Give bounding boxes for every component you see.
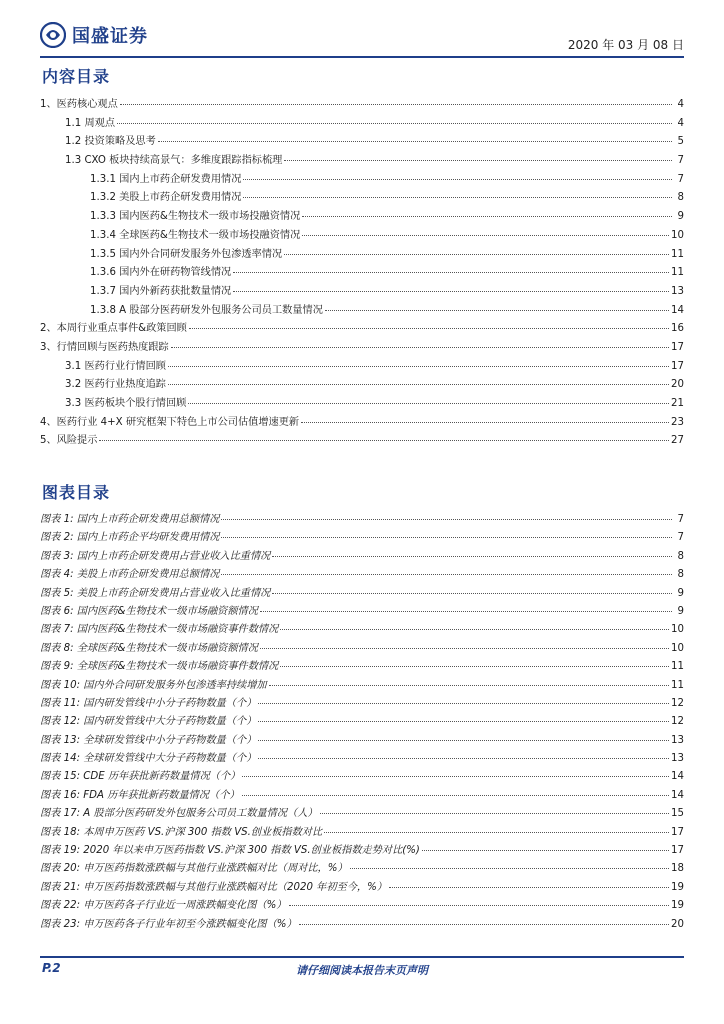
dot-leader (258, 692, 669, 704)
toc-entry-label: 5、风险提示 (40, 435, 98, 447)
toc-entry-label: 2、本周行业重点事件&政策回顾 (40, 323, 187, 335)
figure-entry-label: 图表 8: 全球医药&生物技术一级市场融资额情况 (40, 642, 258, 654)
toc-entry-page: 13 (671, 285, 684, 297)
figure-entry-page: 7 (677, 532, 684, 544)
figure-entry-label: 图表 2: 国内上市药企平均研发费用情况 (40, 532, 220, 544)
dot-leader (158, 130, 672, 142)
toc-entry-page: 4 (677, 117, 684, 129)
figure-entry-label: 图表 13: 全球研发管线中小分子药物数量（个） (40, 734, 257, 746)
dot-leader (350, 857, 669, 869)
dot-leader (221, 508, 672, 520)
report-date: 2020 年 03 月 08 日 (567, 38, 684, 52)
figure-entry-label: 图表 23: 申万医药各子行业年初至今涨跌幅变化图（%） (40, 918, 297, 930)
figure-entry-page: 19 (671, 881, 684, 893)
figure-entry-label: 图表 19: 2020 年以来申万医药指数 VS.沪深 300 指数 VS.创业板指数走势对比(%) (40, 845, 420, 857)
toc-entry-page: 21 (671, 398, 684, 409)
figure-entry-label: 图表 3: 国内上市药企研发费用占营业收入比重情况 (40, 550, 271, 562)
dot-leader (99, 429, 669, 441)
dot-leader (243, 168, 672, 180)
dot-leader (299, 913, 669, 925)
figure-entry-label: 图表 4: 美股上市药企研发费用总额情况 (40, 569, 220, 581)
toc-entry-page: 20 (671, 379, 684, 391)
disclaimer-note: 请仔细阅读本报告末页声明 (296, 964, 428, 977)
toc-entry-label: 3、行情回顾与医药热度跟踪 (40, 341, 169, 353)
toc-entry-label: 1.3 CXO 板块持续高景气：多维度跟踪指标梳理 (65, 155, 283, 167)
toc-entry-page: 4 (677, 99, 684, 110)
dot-leader (171, 336, 669, 348)
toc-entry-page: 9 (677, 211, 684, 223)
figure-entry-label: 图表 10: 国内外合同研发服务外包渗透率持续增加 (40, 679, 267, 691)
toc-entry-label: 1.3.7 国内外新药获批数量情况 (90, 285, 232, 297)
toc-list (40, 95, 684, 450)
dot-leader (320, 802, 669, 814)
figure-entry-label: 图表 20: 申万医药指数涨跌幅与其他行业涨跌幅对比（周对比，%） (40, 863, 348, 875)
brand-logo-icon (40, 22, 66, 48)
dot-leader (188, 392, 669, 404)
dot-leader (258, 729, 669, 741)
figure-entry-label: 图表 14: 全球研发管线中大分子药物数量（个） (40, 753, 257, 765)
figure-entry-label: 图表 9: 全球医药&生物技术一级市场融资事件数情况 (40, 661, 279, 673)
dot-leader (168, 355, 669, 367)
toc-entry-label: 1.2 投资策略及思考 (65, 136, 156, 148)
figure-entry-label: 图表 7: 国内医药&生物技术一级市场融资事件数情况 (40, 624, 279, 636)
toc-entry-page: 17 (671, 360, 684, 372)
toc-entry-page: 10 (671, 229, 684, 241)
figure-entry[interactable] (40, 915, 684, 933)
toc-entry-page: 11 (671, 248, 684, 260)
dot-leader (289, 894, 670, 906)
figure-entry-page: 20 (671, 918, 684, 930)
dot-leader (233, 280, 669, 292)
dot-leader (324, 821, 669, 833)
toc-entry-page: 27 (671, 435, 684, 447)
figure-entry-label: 图表 16: FDA 历年获批新药数量情况（个） (40, 789, 240, 801)
dot-leader (189, 317, 669, 329)
dot-leader (272, 582, 672, 594)
toc-entry-label: 1.3.8 A 股部分医药研发外包服务公司员工数量情况 (90, 304, 323, 316)
figure-entry-label: 图表 12: 国内研发管线中大分子药物数量（个） (40, 716, 257, 728)
figure-entry-label: 图表 15: CDE 历年获批新药数量情况（个） (40, 771, 241, 783)
dot-leader (242, 765, 669, 777)
toc-entry-label: 1.3.5 国内外合同研发服务外包渗透率情况 (90, 248, 283, 260)
dot-leader (258, 710, 669, 722)
toc-entry-page: 16 (671, 323, 684, 335)
toc-entry-label: 1、医药核心观点 (40, 99, 118, 110)
toc-entry-page: 17 (671, 341, 684, 353)
figure-entry-page: 10 (671, 624, 684, 636)
figure-entry-page: 18 (671, 863, 684, 875)
dot-leader (422, 839, 669, 851)
figure-entry-page: 7 (677, 514, 684, 525)
dot-leader (389, 876, 669, 888)
toc-entry-label: 1.3.4 全球医药&生物技术一级市场投融资情况 (90, 229, 301, 241)
toc-entry-page: 11 (671, 267, 684, 279)
toc-entry-label: 1.3.6 国内外在研药物管线情况 (90, 267, 232, 279)
figure-index-title: 图表目录 (42, 483, 111, 502)
figure-entry-page: 12 (671, 716, 684, 728)
dot-leader (301, 411, 669, 423)
figure-entry-label: 图表 5: 美股上市药企研发费用占营业收入比重情况 (40, 587, 271, 599)
toc-entry-page: 8 (677, 192, 684, 204)
dot-leader (280, 618, 669, 630)
dot-leader (302, 205, 672, 217)
figure-entry-label: 图表 21: 申万医药指数涨跌幅与其他行业涨跌幅对比（2020 年初至今，%） (40, 881, 387, 893)
figure-entry-page: 14 (671, 771, 684, 783)
figure-entry-page: 17 (671, 826, 684, 838)
figure-entry-label: 图表 22: 申万医药各子行业近一周涨跌幅变化图（%） (40, 900, 287, 912)
dot-leader (284, 149, 672, 161)
toc-entry-label: 1.3.3 国内医药&生物技术一级市场投融资情况 (90, 211, 301, 223)
figure-entry-label: 图表 17: A 股部分医药研发外包服务公司员工数量情况（人） (40, 808, 318, 820)
dot-leader (233, 261, 669, 273)
toc-entry-label: 1.1 周观点 (65, 117, 116, 129)
page-header (40, 22, 684, 58)
header-divider (40, 56, 684, 58)
brand-name: 国盛证券 (72, 26, 148, 47)
figure-entry-label: 图表 1: 国内上市药企研发费用总额情况 (40, 514, 220, 525)
toc-entry-page: 5 (677, 136, 684, 148)
dot-leader (258, 747, 669, 759)
dot-leader (272, 545, 672, 557)
footer-divider (40, 956, 684, 958)
dot-leader (260, 600, 672, 612)
figure-entry-page: 13 (671, 734, 684, 746)
figure-entry-page: 13 (671, 753, 684, 765)
figure-entry-page: 17 (671, 845, 684, 857)
dot-leader (120, 93, 672, 105)
figure-entry-label: 图表 11: 国内研发管线中小分子药物数量（个） (40, 697, 257, 709)
dot-leader (302, 224, 669, 236)
toc-title: 内容目录 (42, 67, 111, 86)
dot-leader (117, 112, 672, 124)
toc-entry-label: 3.3 医药板块个股行情回顾 (65, 398, 187, 409)
toc-entry-label: 1.3.1 国内上市药企研发费用情况 (90, 173, 242, 185)
dot-leader (284, 243, 669, 255)
figure-entry-page: 12 (671, 697, 684, 709)
figure-entry-page: 19 (671, 900, 684, 912)
brand-logo (40, 22, 148, 48)
page-number: P.2 (42, 961, 61, 975)
dot-leader (269, 674, 669, 686)
figure-entry-page: 9 (677, 605, 684, 617)
figure-entry-page: 11 (671, 679, 684, 691)
figure-entry-page: 8 (677, 569, 684, 581)
toc-entry-page: 7 (677, 173, 684, 185)
dot-leader (260, 637, 669, 649)
dot-leader (325, 299, 669, 311)
dot-leader (168, 373, 669, 385)
toc-entry-label: 1.3.2 美股上市药企研发费用情况 (90, 192, 242, 204)
figure-index-list (40, 510, 684, 933)
figure-entry-label: 图表 6: 国内医药&生物技术一级市场融资额情况 (40, 605, 258, 617)
figure-entry-page: 10 (671, 642, 684, 654)
figure-entry-page: 8 (677, 550, 684, 562)
toc-entry-label: 3.1 医药行业行情回顾 (65, 360, 166, 372)
toc-entry-label: 4、医药行业 4+X 研究框架下特色上市公司估值增速更新 (40, 416, 300, 428)
toc-entry-page: 23 (671, 416, 684, 428)
figure-entry-page: 14 (671, 789, 684, 801)
dot-leader (221, 563, 672, 575)
dot-leader (243, 186, 672, 198)
toc-entry[interactable] (40, 431, 684, 450)
toc-entry-label: 3.2 医药行业热度追踪 (65, 379, 166, 391)
dot-leader (242, 784, 669, 796)
dot-leader (221, 526, 672, 538)
toc-entry-page: 7 (677, 155, 684, 167)
figure-entry-page: 15 (671, 808, 684, 820)
figure-entry-label: 图表 18: 本周申万医药 VS.沪深 300 指数 VS.创业板指数对比 (40, 826, 323, 838)
dot-leader (280, 655, 669, 667)
figure-entry-page: 9 (677, 587, 684, 599)
figure-entry-page: 11 (671, 661, 684, 673)
toc-entry-page: 14 (671, 304, 684, 316)
